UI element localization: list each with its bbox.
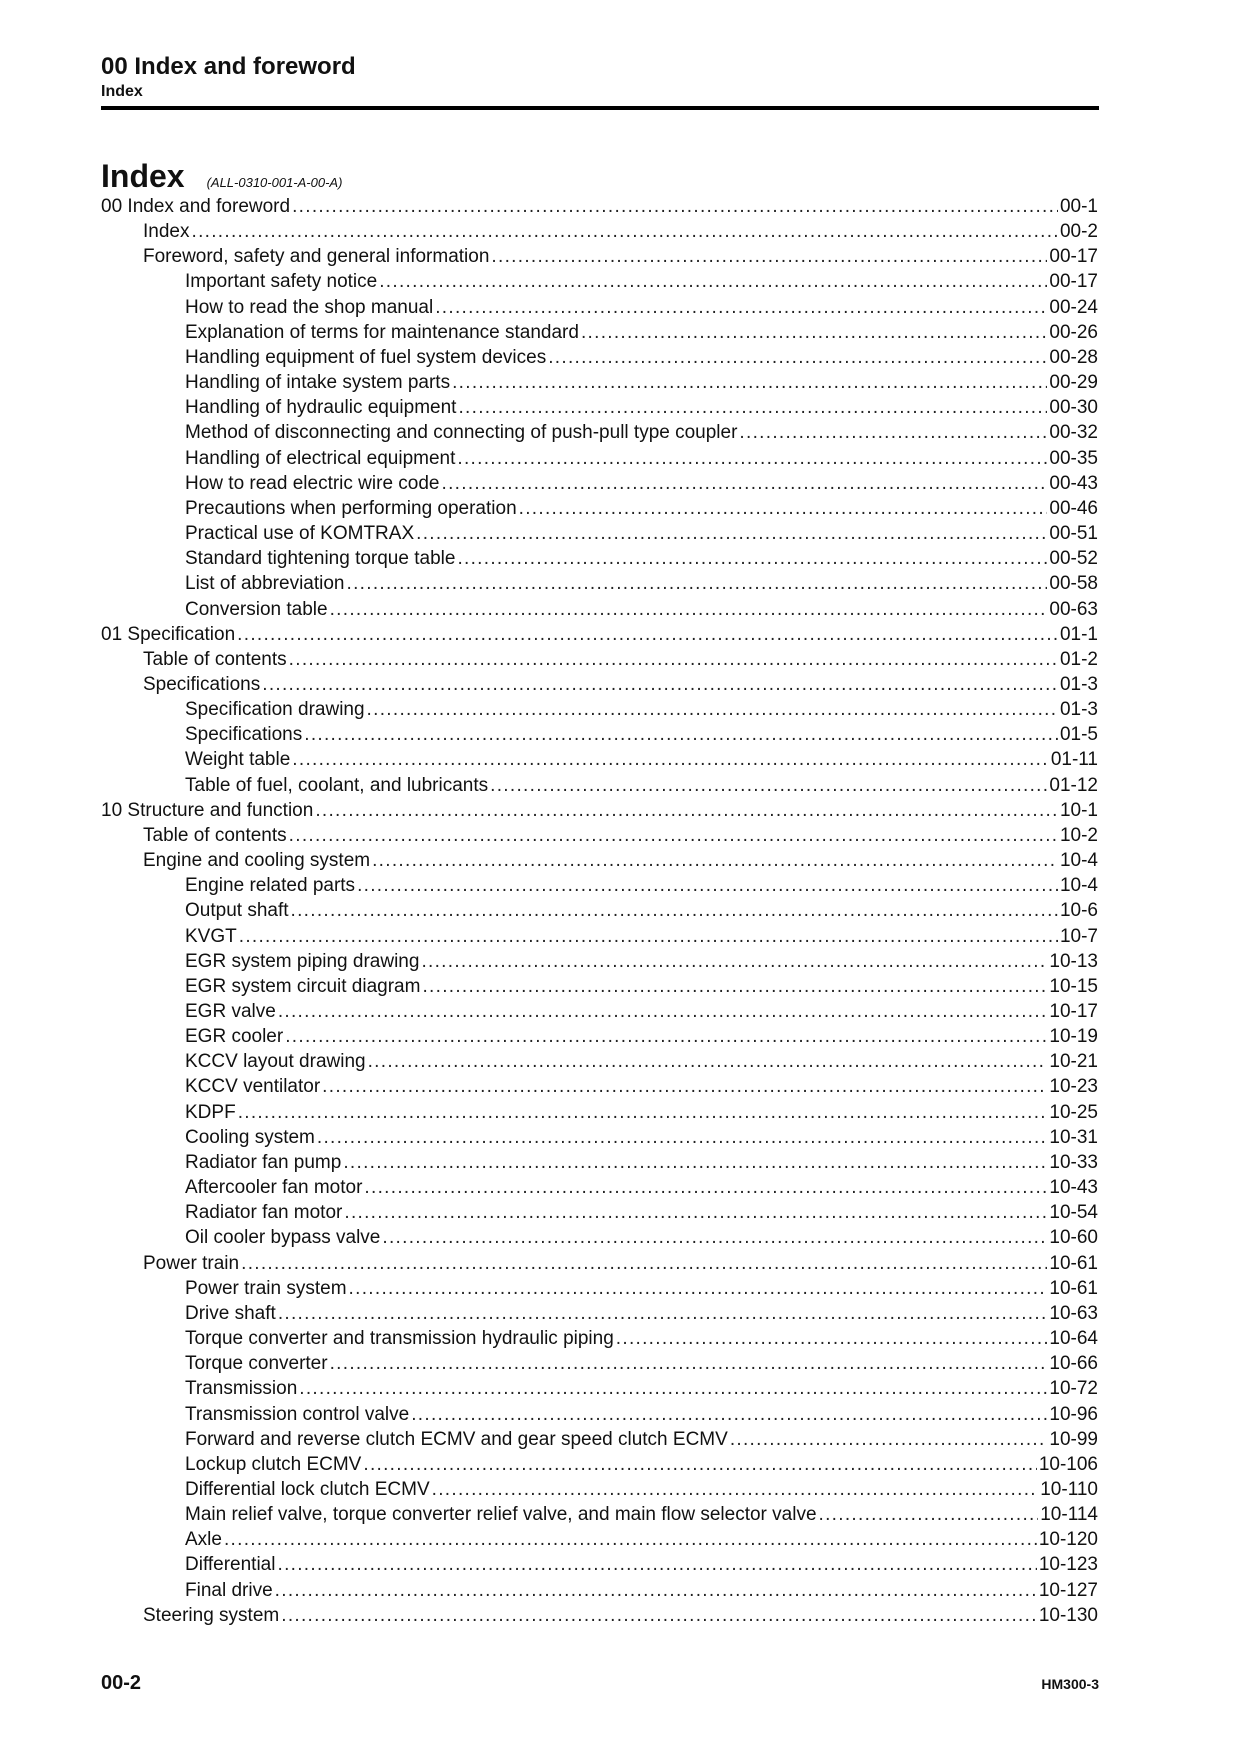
toc-dot-leader [457,446,1047,471]
toc-entry-title: Differential [185,1554,276,1576]
toc-entry-title: Engine related parts [185,875,356,897]
toc-entry-page: 01-3 [1059,699,1098,721]
toc-dot-leader [241,1251,1047,1276]
toc-dot-leader [490,773,1047,798]
toc-entry[interactable] [101,244,1098,269]
toc-dot-leader [367,697,1058,722]
toc-entry[interactable] [101,722,1098,747]
toc-entry[interactable] [101,622,1098,647]
toc-entry-page: 10-2 [1059,824,1098,846]
toc-entry-page: 01-1 [1059,623,1098,645]
toc-entry-page: 00-63 [1049,598,1098,620]
toc-entry-page: 10-31 [1049,1126,1098,1148]
toc-dot-leader [548,345,1047,370]
toc-dot-leader [278,1301,1048,1326]
toc-entry[interactable] [101,370,1098,395]
toc-dot-leader [416,521,1047,546]
header-rule [101,106,1099,110]
toc-entry-title: KCCV layout drawing [185,1051,366,1073]
toc-entry-title: Practical use of KOMTRAX [185,523,415,545]
toc-entry[interactable] [101,898,1098,923]
toc-entry[interactable] [101,1074,1098,1099]
toc-entry-title: 10 Structure and function [101,799,314,821]
toc-entry-title: List of abbreviation [185,573,345,595]
toc-entry[interactable] [101,269,1098,294]
toc-entry-page: 00-17 [1049,246,1098,268]
toc-entry-page: 10-23 [1049,1076,1098,1098]
toc-dot-leader [289,823,1058,848]
toc-dot-leader [581,320,1047,345]
toc-entry-page: 10-1 [1059,799,1098,821]
page-number: 00-2 [101,1672,142,1694]
toc-entry-page: 10-15 [1049,975,1098,997]
toc-dot-leader [349,1276,1048,1301]
toc-dot-leader [330,597,1048,622]
toc-dot-leader [435,295,1047,320]
toc-entry[interactable] [101,1552,1098,1577]
toc-entry-page: 10-114 [1040,1504,1098,1526]
toc-dot-leader [344,1200,1047,1225]
toc-entry[interactable] [101,999,1098,1024]
toc-dot-leader [421,949,1047,974]
toc-entry-title: EGR valve [185,1001,276,1022]
toc-entry[interactable] [101,949,1098,974]
toc-entry-page: 01-12 [1049,774,1098,796]
toc-dot-leader [819,1502,1039,1527]
toc-entry[interactable] [101,1150,1098,1175]
toc-entry-page: 10-110 [1040,1478,1098,1500]
toc-entry-title: Axle [185,1529,222,1551]
toc-entry-title: Oil cooler bypass valve [185,1227,381,1249]
toc-entry-title: Transmission [185,1378,298,1400]
toc-entry[interactable] [101,1100,1098,1125]
toc-entry[interactable] [101,873,1098,898]
toc-dot-leader [239,924,1058,949]
toc-entry-title: Table of contents [143,648,287,670]
toc-entry[interactable] [101,924,1098,949]
toc-entry-page: 00-51 [1049,523,1098,545]
toc-entry[interactable] [101,597,1098,622]
toc-entry[interactable] [101,420,1098,445]
toc-entry[interactable] [101,1225,1098,1250]
toc-dot-leader [357,873,1058,898]
toc-entry-page: 00-26 [1049,321,1098,343]
toc-entry-title: Table of fuel, coolant, and lubricants [185,774,489,796]
toc-entry-page: 10-66 [1049,1353,1098,1375]
toc-entry-page: 10-61 [1049,1252,1098,1274]
toc-entry-page: 10-25 [1049,1101,1098,1123]
table-of-contents [101,194,1098,1628]
toc-entry-title: KDPF [185,1101,236,1123]
toc-dot-leader [315,798,1058,823]
toc-entry-title: Handling equipment of fuel system devices [185,346,547,368]
toc-entry-title: Explanation of terms for maintenance standard [185,321,579,343]
toc-entry-title: How to read electric wire code [185,472,440,494]
toc-entry[interactable] [101,1276,1098,1301]
toc-dot-leader [457,546,1047,571]
toc-entry-title: Specifications [185,724,303,746]
toc-entry-page: 00-58 [1049,573,1098,595]
toc-entry[interactable] [101,798,1098,823]
toc-entry-title: Radiator fan pump [185,1151,342,1173]
toc-entry[interactable] [101,496,1098,521]
toc-entry[interactable] [101,1200,1098,1225]
toc-entry-title: Torque converter and transmission hydraulic piping [185,1328,614,1350]
toc-entry[interactable] [101,1427,1098,1452]
toc-entry[interactable] [101,697,1098,722]
toc-dot-leader [278,999,1048,1024]
toc-entry-title: Important safety notice [185,271,378,293]
index-document-code: (ALL-0310-001-A-00-A) [206,175,343,190]
toc-dot-leader [364,1175,1047,1200]
toc-entry-title: Cooling system [185,1126,315,1148]
toc-entry-page: 10-120 [1038,1529,1098,1551]
toc-dot-leader [292,194,1058,219]
toc-entry-page: 10-4 [1059,875,1098,897]
toc-entry-title: Conversion table [185,598,328,620]
toc-entry-title: Main relief valve, torque converter relief valve, and main flow selector valve [185,1504,817,1526]
toc-dot-leader [224,1527,1037,1552]
toc-entry-title: Handling of electrical equipment [185,447,456,469]
toc-dot-leader [275,1578,1037,1603]
toc-entry-title: KVGT [185,925,237,947]
index-title: Index [101,158,185,194]
model-code: HM300-3 [1041,1676,1099,1692]
toc-entry-title: Drive shaft [185,1302,276,1324]
toc-dot-leader [458,395,1047,420]
toc-entry-title: Power train [143,1252,240,1274]
toc-entry-page: 10-72 [1049,1378,1098,1400]
toc-entry-page: 01-3 [1059,673,1098,695]
toc-entry-page: 10-19 [1049,1026,1098,1048]
toc-entry-title: Lockup clutch ECMV [185,1453,362,1475]
toc-dot-leader [739,420,1047,445]
toc-entry[interactable] [101,1502,1098,1527]
toc-entry-title: Index [143,221,190,243]
toc-dot-leader [730,1427,1048,1452]
toc-entry-title: Engine and cooling system [143,850,371,872]
toc-entry-page: 00-17 [1049,271,1098,293]
toc-entry-page: 10-61 [1049,1277,1098,1299]
toc-entry[interactable] [101,194,1098,219]
toc-entry-page: 00-28 [1049,346,1098,368]
toc-entry[interactable] [101,546,1098,571]
toc-entry-page: 10-127 [1038,1579,1098,1601]
toc-entry-title: Steering system [143,1604,280,1626]
toc-entry[interactable] [101,1376,1098,1401]
toc-dot-leader [299,1376,1047,1401]
toc-entry-title: EGR system circuit diagram [185,975,421,997]
toc-entry[interactable] [101,974,1098,999]
toc-entry-title: Method of disconnecting and connecting of push-pull type coupler [185,422,738,444]
toc-entry-page: 01-2 [1059,648,1098,670]
toc-entry[interactable] [101,1175,1098,1200]
toc-entry-title: Handling of hydraulic equipment [185,397,457,419]
toc-entry-title: Specifications [143,673,261,695]
toc-entry-title: EGR system piping drawing [185,950,420,972]
toc-entry[interactable] [101,747,1098,772]
page-footer [101,1672,1099,1695]
toc-entry-page: 00-29 [1049,372,1098,394]
toc-entry[interactable] [101,1351,1098,1376]
toc-entry-title: Specification drawing [185,699,365,721]
toc-entry-title: EGR cooler [185,1026,284,1048]
toc-dot-leader [330,1351,1048,1376]
toc-entry-page: 10-130 [1038,1604,1098,1626]
toc-entry-title: Differential lock clutch ECMV [185,1478,430,1500]
toc-entry-page: 10-4 [1059,850,1098,872]
toc-dot-leader [442,471,1048,496]
toc-entry-title: Precautions when performing operation [185,497,517,519]
toc-entry-page: 10-99 [1049,1428,1098,1450]
toc-dot-leader [291,898,1058,923]
toc-entry[interactable] [101,1301,1098,1326]
toc-entry[interactable] [101,1049,1098,1074]
toc-dot-leader [285,1024,1047,1049]
toc-entry-page: 00-46 [1049,497,1098,519]
toc-entry[interactable] [101,1251,1098,1276]
toc-dot-leader [411,1402,1047,1427]
toc-entry[interactable] [101,773,1098,798]
toc-entry[interactable] [101,848,1098,873]
toc-entry[interactable] [101,521,1098,546]
toc-entry-title: Torque converter [185,1353,328,1375]
toc-dot-leader [432,1477,1039,1502]
toc-dot-leader [616,1326,1048,1351]
toc-dot-leader [422,974,1047,999]
toc-entry-title: Power train system [185,1277,347,1299]
toc-dot-leader [343,1150,1047,1175]
toc-entry-page: 00-30 [1049,397,1098,419]
toc-entry-page: 00-2 [1059,221,1098,243]
toc-entry-page: 10-63 [1049,1302,1098,1324]
toc-entry-page: 00-52 [1049,548,1098,570]
toc-entry-title: 00 Index and foreword [101,196,291,217]
toc-entry-title: Aftercooler fan motor [185,1177,363,1199]
toc-entry[interactable] [101,295,1098,320]
section-subtitle: Index [101,83,143,100]
toc-dot-leader [363,1452,1036,1477]
toc-entry[interactable] [101,571,1098,596]
toc-entry[interactable] [101,1603,1098,1628]
toc-entry-page: 10-7 [1059,925,1098,947]
toc-entry-title: Final drive [185,1579,273,1601]
toc-entry-title: Weight table [185,749,291,771]
toc-dot-leader [292,747,1049,772]
toc-dot-leader [289,647,1058,672]
toc-entry-page: 00-24 [1049,296,1098,318]
toc-entry[interactable] [101,471,1098,496]
toc-entry-title: Radiator fan motor [185,1202,343,1224]
toc-entry-page: 10-13 [1049,950,1098,972]
toc-entry[interactable] [101,1402,1098,1427]
toc-dot-leader [347,571,1048,596]
toc-entry-page: 10-123 [1038,1554,1098,1576]
toc-entry-page: 10-21 [1049,1051,1098,1073]
toc-entry-page: 10-17 [1049,1001,1098,1022]
toc-dot-leader [191,219,1057,244]
toc-entry-page: 10-43 [1049,1177,1098,1199]
page-header [101,52,1099,102]
toc-entry-title: Table of contents [143,824,287,846]
toc-entry-page: 01-11 [1050,749,1098,771]
toc-entry[interactable] [101,1452,1098,1477]
toc-entry-title: Transmission control valve [185,1403,410,1425]
toc-dot-leader [379,269,1047,294]
toc-entry[interactable] [101,1326,1098,1351]
toc-dot-leader [304,722,1058,747]
toc-entry[interactable] [101,345,1098,370]
toc-entry-page: 10-64 [1049,1328,1098,1350]
toc-entry-page: 10-54 [1049,1202,1098,1224]
toc-entry-title: KCCV ventilator [185,1076,321,1098]
toc-dot-leader [277,1552,1036,1577]
toc-dot-leader [322,1074,1047,1099]
toc-dot-leader [372,848,1058,873]
toc-entry-page: 01-5 [1059,724,1098,746]
toc-entry[interactable] [101,672,1098,697]
toc-entry[interactable] [101,1527,1098,1552]
toc-entry-page: 00-35 [1049,447,1098,469]
toc-entry-page: 10-106 [1038,1453,1098,1475]
toc-dot-leader [262,672,1058,697]
toc-dot-leader [281,1603,1037,1628]
toc-dot-leader [491,244,1047,269]
toc-entry[interactable] [101,1024,1098,1049]
chapter-title: 00 Index and foreword [101,53,356,80]
toc-entry[interactable] [101,1477,1098,1502]
toc-entry-page: 00-32 [1049,422,1098,444]
toc-entry-page: 10-6 [1059,900,1098,922]
toc-dot-leader [452,370,1047,395]
toc-dot-leader [237,622,1058,647]
toc-entry-title: Output shaft [185,900,289,922]
toc-entry-page: 10-60 [1049,1227,1098,1249]
toc-dot-leader [519,496,1048,521]
toc-entry[interactable] [101,647,1098,672]
toc-entry-page: 10-96 [1049,1403,1098,1425]
toc-entry-page: 00-43 [1049,472,1098,494]
toc-entry-page: 00-1 [1059,196,1098,217]
toc-dot-leader [317,1125,1048,1150]
index-heading [101,156,342,196]
toc-entry[interactable] [101,446,1098,471]
toc-entry[interactable] [101,395,1098,420]
toc-entry[interactable] [101,219,1098,244]
toc-dot-leader [382,1225,1047,1250]
toc-entry[interactable] [101,823,1098,848]
toc-dot-leader [238,1100,1048,1125]
toc-entry-title: How to read the shop manual [185,296,434,318]
toc-entry[interactable] [101,1578,1098,1603]
toc-entry-title: Foreword, safety and general information [143,246,490,268]
toc-dot-leader [368,1049,1048,1074]
toc-entry-title: Forward and reverse clutch ECMV and gear speed clutch ECMV [185,1428,728,1450]
toc-entry[interactable] [101,320,1098,345]
toc-entry-title: Handling of intake system parts [185,372,451,394]
toc-entry-title: 01 Specification [101,623,236,645]
toc-entry-page: 10-33 [1049,1151,1098,1173]
toc-entry[interactable] [101,1125,1098,1150]
toc-entry-title: Standard tightening torque table [185,548,456,570]
